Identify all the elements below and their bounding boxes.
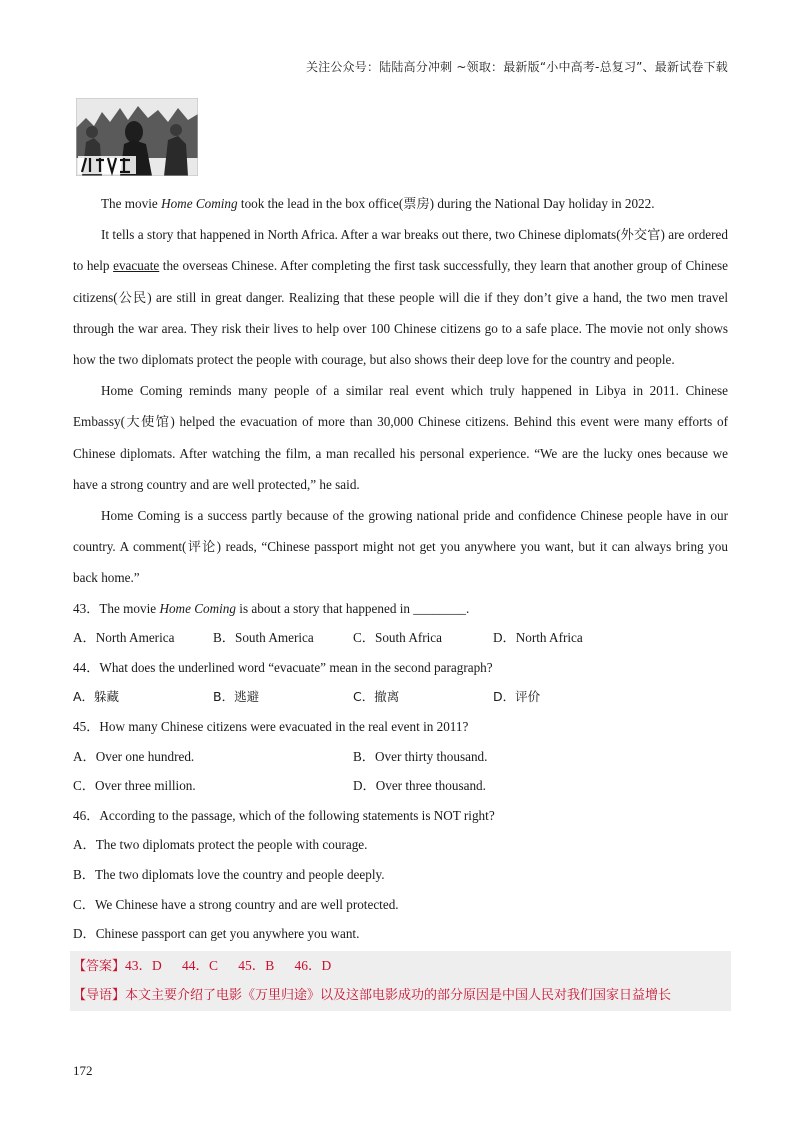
option-b: B．South America — [213, 630, 314, 646]
guide-label: 【导语】 — [73, 988, 126, 1004]
question-44: 44．What does the underlined word “evacuate” mean in the second paragraph? — [73, 659, 493, 675]
guide-text: 本文主要介绍了电影《万里归途》以及这部电影成功的部分原因是中国人民对我们国家日益增长 — [125, 988, 672, 1004]
question-46: 46．According to the passage, which of the following statements is NOT right? — [73, 807, 495, 823]
option-c: C．South Africa — [353, 630, 443, 646]
option-a: A．Over one hundred. — [73, 748, 195, 764]
option-a: A．North America — [73, 630, 175, 646]
option-a: A．躲藏 — [73, 689, 120, 705]
page-header: 关注公众号：陆陆高分冲刺 ~领取：最新版“小中高考-总复习”、最新试卷下载 — [305, 60, 728, 74]
guide-line — [73, 981, 728, 1011]
movie-title: Home Coming — [161, 196, 238, 211]
question-43-options — [73, 623, 728, 653]
question-45: 45．How many Chinese citizens were evacuated in the real event in 2011? — [73, 719, 469, 735]
option-d: D．Over three thousand. — [353, 778, 486, 794]
option-d: D．评价 — [493, 689, 541, 705]
passage-paragraph-4: Home Coming is a success partly because of the growing national pride and confidence Chinese people have in our country. A comment(评论) reads, “Chinese passport might not get you anywhere you want, but it can always bring you back home.” — [73, 508, 728, 586]
movie-poster-image — [76, 98, 198, 176]
passage-paragraph-3: Home Coming reminds many people of a similar real event which truly happened in Libya in 2011. Chinese Embassy(大使馆) helped the evacuation of more than 30,000 Chinese citizens. Behind this event were many efforts of Chinese diplomats. After watching the film, a man recalled his personal experience. “We are the lucky ones because we have a strong country and are well protected,” he said. — [73, 383, 728, 492]
passage-paragraph-1: The movie Home Coming took the lead in the box office(票房) during the National Day holiday in 2022. — [101, 196, 655, 211]
option-b: B．逃避 — [213, 689, 260, 705]
option-c: C．撤离 — [353, 689, 400, 705]
answer-line — [73, 951, 728, 982]
option-d: D．North Africa — [493, 630, 583, 646]
underlined-word: evacuate — [113, 258, 160, 274]
option-c: C．Over three million. — [73, 778, 196, 794]
option-a: A．The two diplomats protect the people with courage. — [73, 837, 368, 853]
document-body — [73, 188, 728, 1011]
passage-paragraph-2: It tells a story that happened in North Africa. After a war breaks out there, two Chinese diplomats(外交官) are ordered to help evacuate the overseas Chinese. After completing the first task successfully, they learn that another group of Chinese citizens(公民) are still in great danger. Realizing that these people will die if they don’t give a hand, the two men travel through the war area. They risk their lives to help over 100 Chinese citizens go to a safe place. The movie not only shows how the two diplomats protect the people with courage, but also shows their deep love for the country and people. — [73, 227, 728, 368]
page-number: 172 — [73, 1063, 93, 1078]
question-45-options-row-1 — [73, 742, 728, 772]
question-45-options-row-2 — [73, 771, 728, 801]
option-b: B．Over thirty thousand. — [353, 748, 488, 764]
option-c: C．We Chinese have a strong country and are well protected. — [73, 896, 399, 912]
question-44-options — [73, 682, 728, 712]
option-d: D．Chinese passport can get you anywhere you want. — [73, 926, 360, 942]
question-43: 43．The movie Home Coming is about a story that happened in ________. — [73, 600, 470, 616]
option-b: B．The two diplomats love the country and people deeply. — [73, 866, 385, 882]
answer-label: 【答案】 — [73, 958, 126, 974]
answer-values: 43．D 44．C 45．B 46．D — [125, 957, 332, 973]
answer-section — [70, 951, 731, 1011]
